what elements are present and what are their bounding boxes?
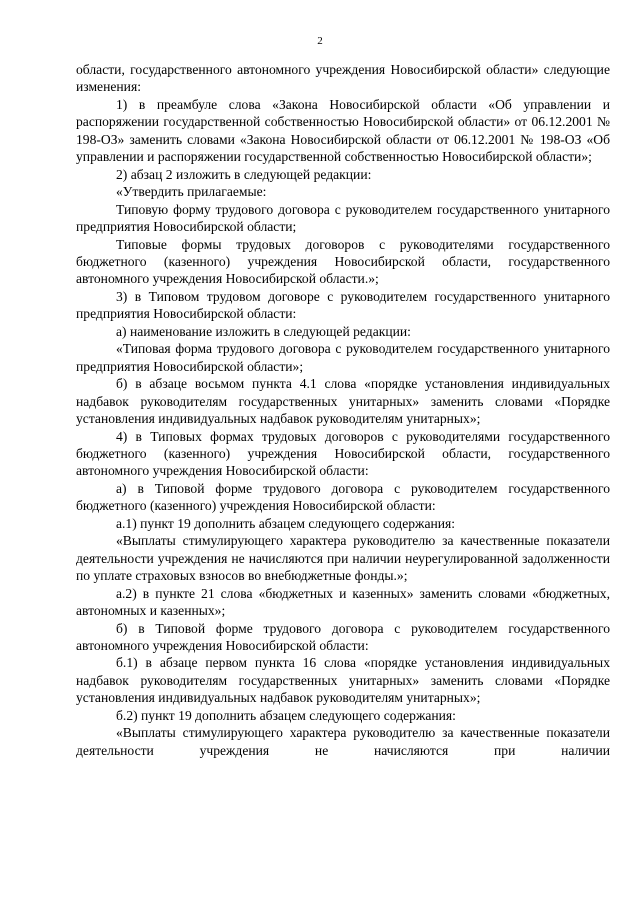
paragraph-intro-continuation: области, государственного автономного учреждения Новосибирской области» следующие изменения: [76, 62, 610, 95]
paragraph-item-4b2: б.2) пункт 19 дополнить абзацем следующего содержания: [116, 707, 456, 723]
paragraph-item-3b: б) в абзаце восьмом пункта 4.1 слова «порядке установления индивидуальных надбавок руководителям государственных унитарных» заменить словами «Порядке установления индивидуальных надбавок руководителям унитарных»; [76, 376, 610, 427]
paragraph-item-3: 3) в Типовом трудовом договоре с руководителем государственного унитарного предприятия Новосибирской области: [76, 288, 610, 322]
document-body [76, 61, 610, 759]
paragraph-item-4a1: а.1) пункт 19 дополнить абзацем следующего содержания: [116, 515, 456, 531]
paragraph-forms-institutions: Типовые формы трудовых договоров с руководителями государственного бюджетного (казенного) учреждения Новосибирской области, государственного автономного учреждения Новосибирской области.»; [76, 236, 610, 287]
paragraph-item-4a1-text: «Выплаты стимулирующего характера руководителю за качественные показатели деятельности учреждения не начисляются при наличии неурегулированной задолженности по уплате страховых взносов во внебюджетные фонды.»; [76, 533, 610, 584]
paragraph-item-3a: а) наименование изложить в следующей редакции: [116, 323, 411, 339]
paragraph-quote-approve: «Утвердить прилагаемые: [116, 184, 267, 200]
paragraph-form-enterprise: Типовую форму трудового договора с руководителем государственного унитарного предприятия Новосибирской области; [76, 201, 610, 235]
page-number: 2 [317, 35, 323, 47]
paragraph-item-4b1: б.1) в абзаце первом пункта 16 слова «порядке установления индивидуальных надбавок руководителям государственных унитарных» заменить словами «Порядке установления индивидуальных надбавок руководителям унитарных»; [76, 655, 610, 706]
paragraph-item-4b: б) в Типовой форме трудового договора с руководителем государственного автономного учреждения Новосибирской области: [76, 620, 610, 653]
paragraph-item-4a: а) в Типовой форме трудового договора с руководителем государственного бюджетного (казенного) учреждения Новосибирской области: [76, 480, 610, 514]
paragraph-item-4b2-text: «Выплаты стимулирующего характера руководителю за качественные показатели деятельности учреждения не начисляются при наличии [76, 725, 610, 758]
paragraph-item-4: 4) в Типовых формах трудовых договоров с руководителями государственного бюджетного (казенного) учреждения Новосибирской области, государственного автономного учреждения Новосибирской области: [76, 428, 610, 479]
paragraph-item-4a2: а.2) в пункте 21 слова «бюджетных и казенных» заменить словами «бюджетных, автономных и казенных»; [76, 585, 610, 619]
paragraph-item-1: 1) в преамбуле слова «Закона Новосибирской области «Об управлении и распоряжении государственной собственностью Новосибирской области» от 06.12.2001 № 198-ОЗ» заменить словами «Закона Новосибирской области от 06.12.2001 № 198-ОЗ «Об управлении и распоряжении государственной собственностью Новосибирской области»; [76, 96, 610, 165]
paragraph-item-3a-text: «Типовая форма трудового договора с руководителем государственного унитарного предприятия Новосибирской области»; [76, 341, 610, 374]
paragraph-item-2: 2) абзац 2 изложить в следующей редакции: [116, 166, 372, 182]
